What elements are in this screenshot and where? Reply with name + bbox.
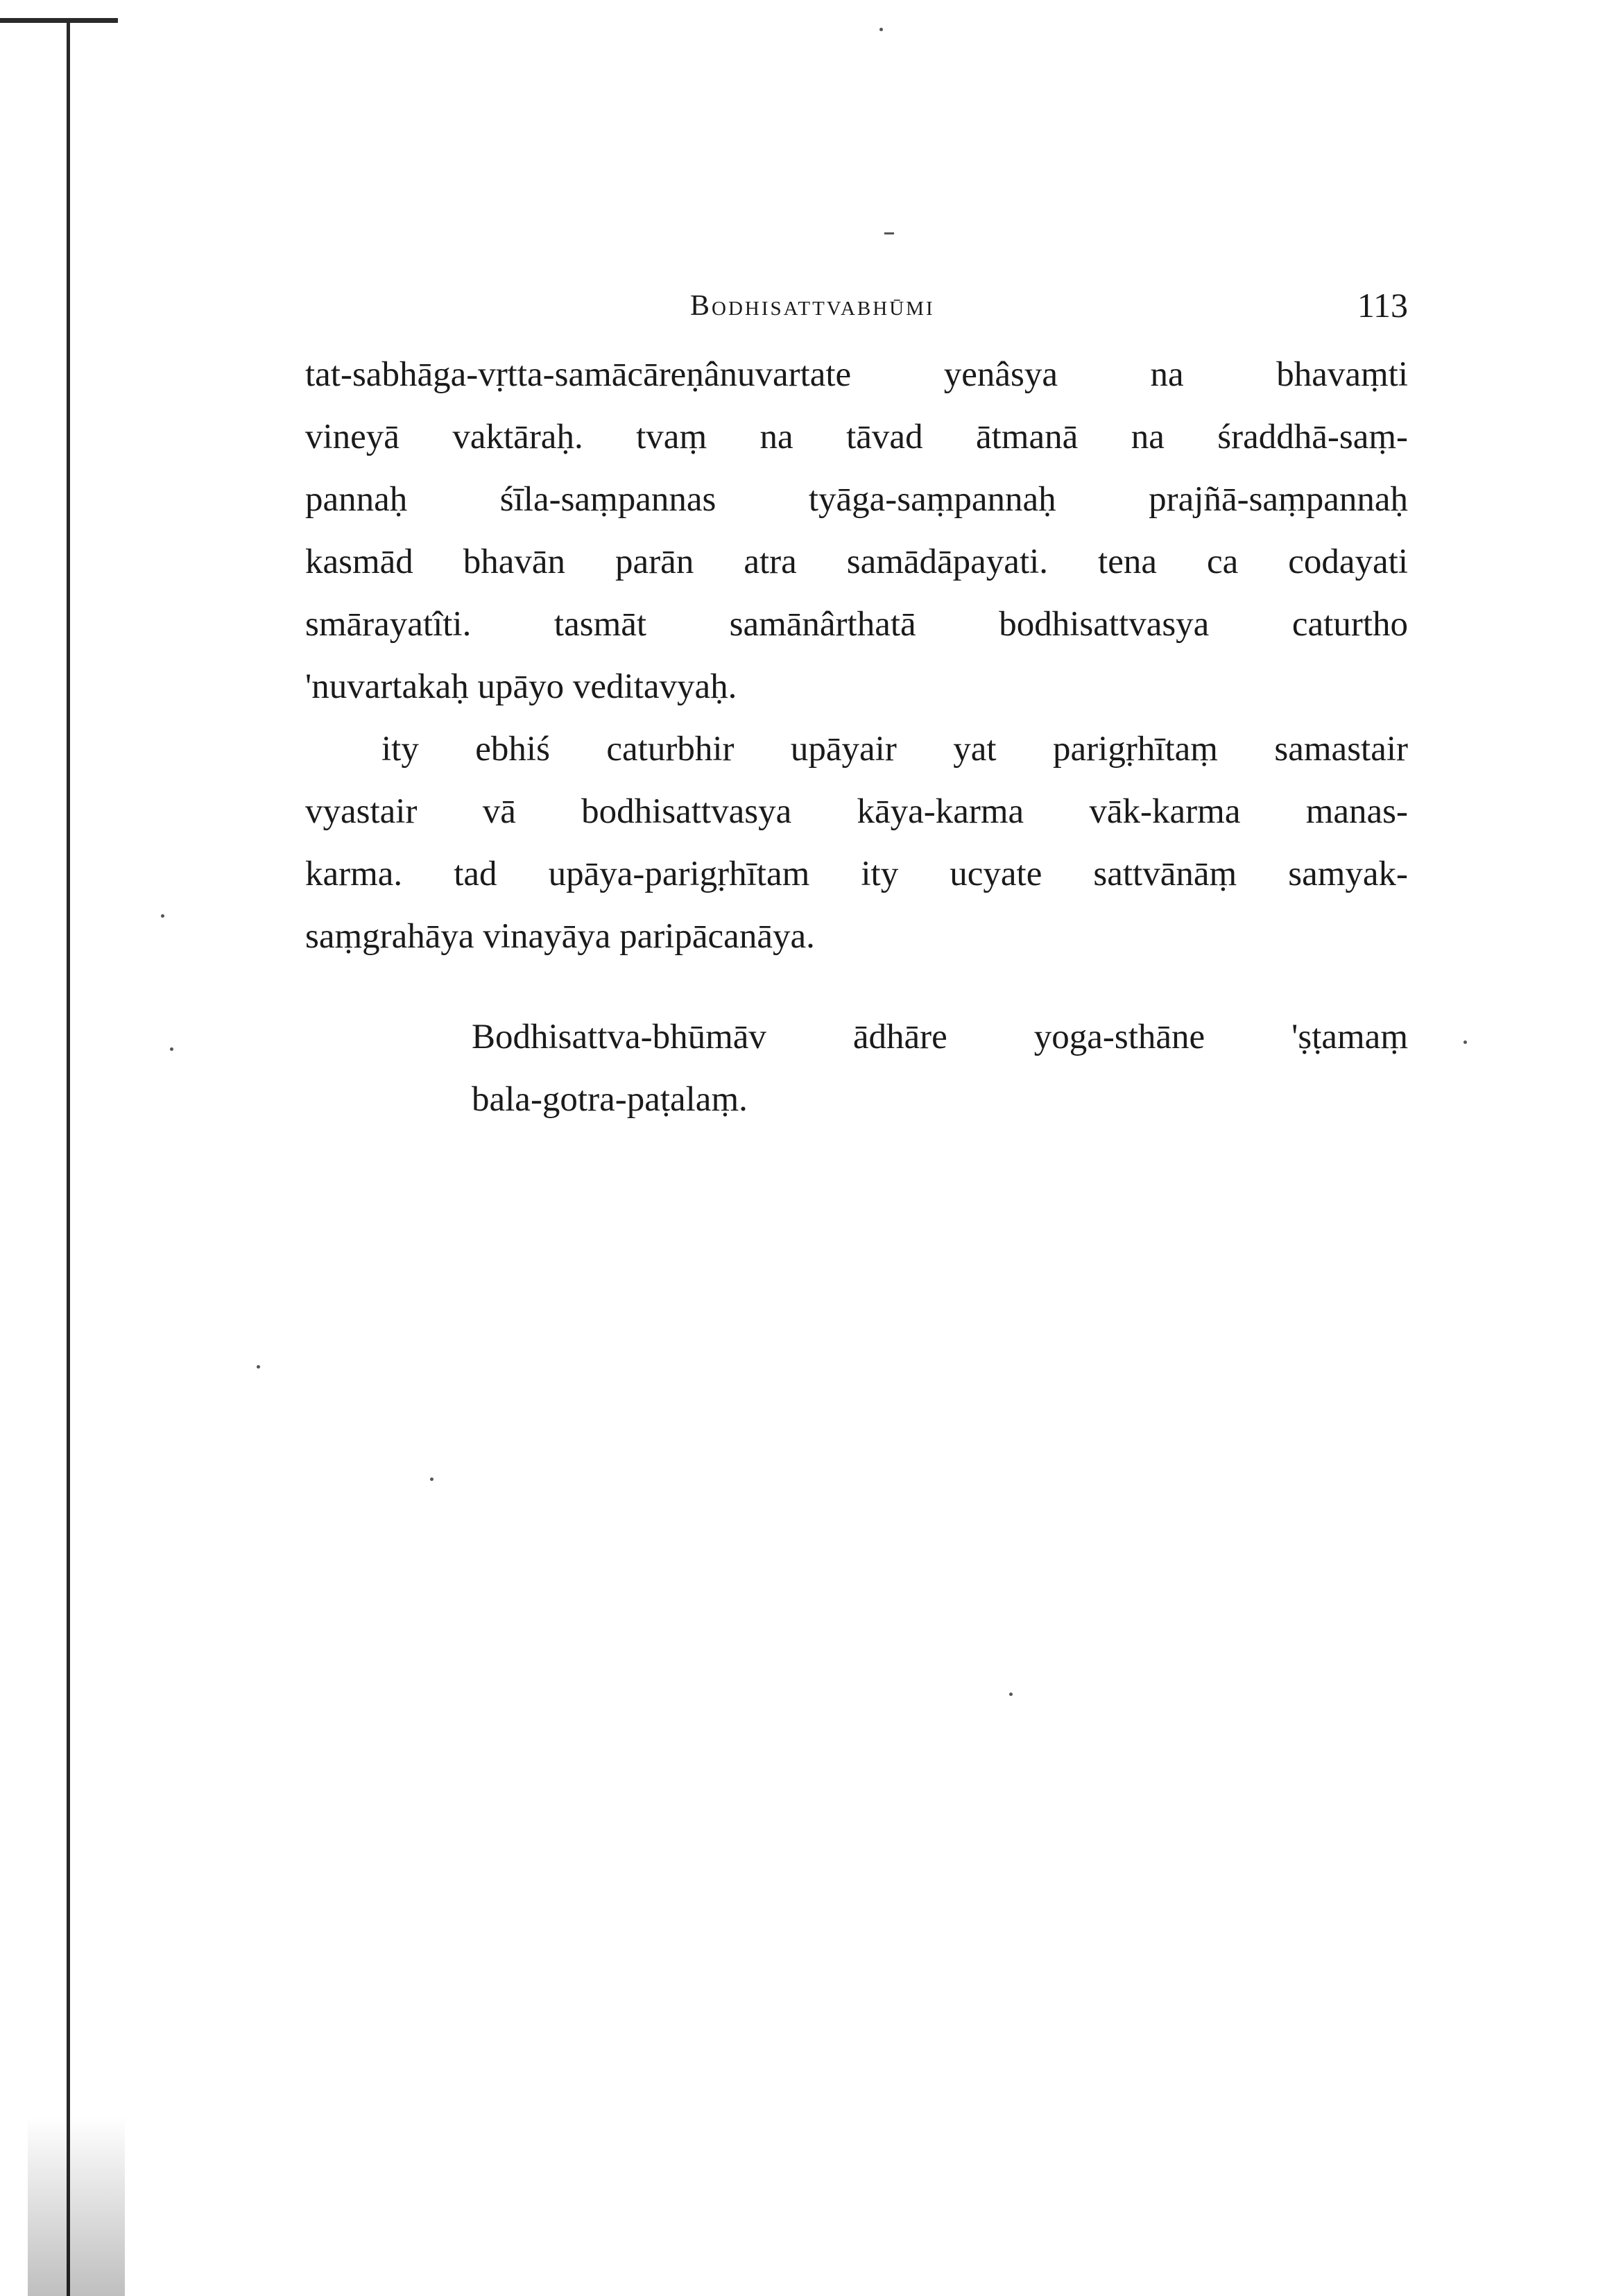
text-line: pannaḥ śīla-saṃpannas tyāga-saṃpannaḥ prajñā-saṃpannaḥ [305,480,1408,519]
text-line: saṃgrahāya vinayāya paripācanāya. [305,917,815,956]
scan-speck [1009,1693,1013,1696]
colophon-line: Bodhisattva-bhūmāv ādhāre yoga-sthāne 'ṣṭamaṃ [472,1018,1408,1056]
scan-speck [430,1477,433,1481]
scan-speck [884,232,894,234]
page-text-block [305,281,1408,968]
text-line: kasmād bhavān parān atra samādāpayati. tena ca codayati [305,542,1408,581]
text-line: ity ebhiś caturbhir upāyair yat parigṛhītaṃ samastair [381,730,1408,769]
paragraph [305,343,1408,718]
paragraph [305,718,1408,968]
colophon-line: bala-gotra-paṭalaṃ. [472,1080,748,1119]
scan-speck [170,1047,173,1051]
running-title: Bodhisattvabhūmi [690,290,935,322]
page-number: 113 [1357,286,1408,325]
scan-speck [257,1365,260,1369]
binding-edge-cap [0,18,118,23]
scan-speck [161,914,164,918]
text-line: karma. tad upāya-parigṛhītam ity ucyate sattvānāṃ samyak- [305,855,1408,893]
running-head [305,281,1408,343]
text-line: smārayatîti. tasmāt samānârthatā bodhisattvasya caturtho [305,605,1408,644]
text-line: vineyā vaktāraḥ. tvaṃ na tāvad ātmanā na śraddhā-saṃ- [305,418,1408,456]
scan-speck [1463,1040,1467,1044]
text-line: vyastair vā bodhisattvasya kāya-karma vāk-karma manas- [305,792,1408,831]
chapter-colophon [472,1006,1408,1131]
text-line: tat-sabhāga-vṛtta-samācāreṇânuvartate yenâsya na bhavaṃti [305,355,1408,394]
text-line: 'nuvartakaḥ upāyo veditavyaḥ. [305,667,737,706]
binding-shadow [28,2116,125,2296]
scan-speck [879,28,883,31]
binding-edge [67,19,70,2296]
